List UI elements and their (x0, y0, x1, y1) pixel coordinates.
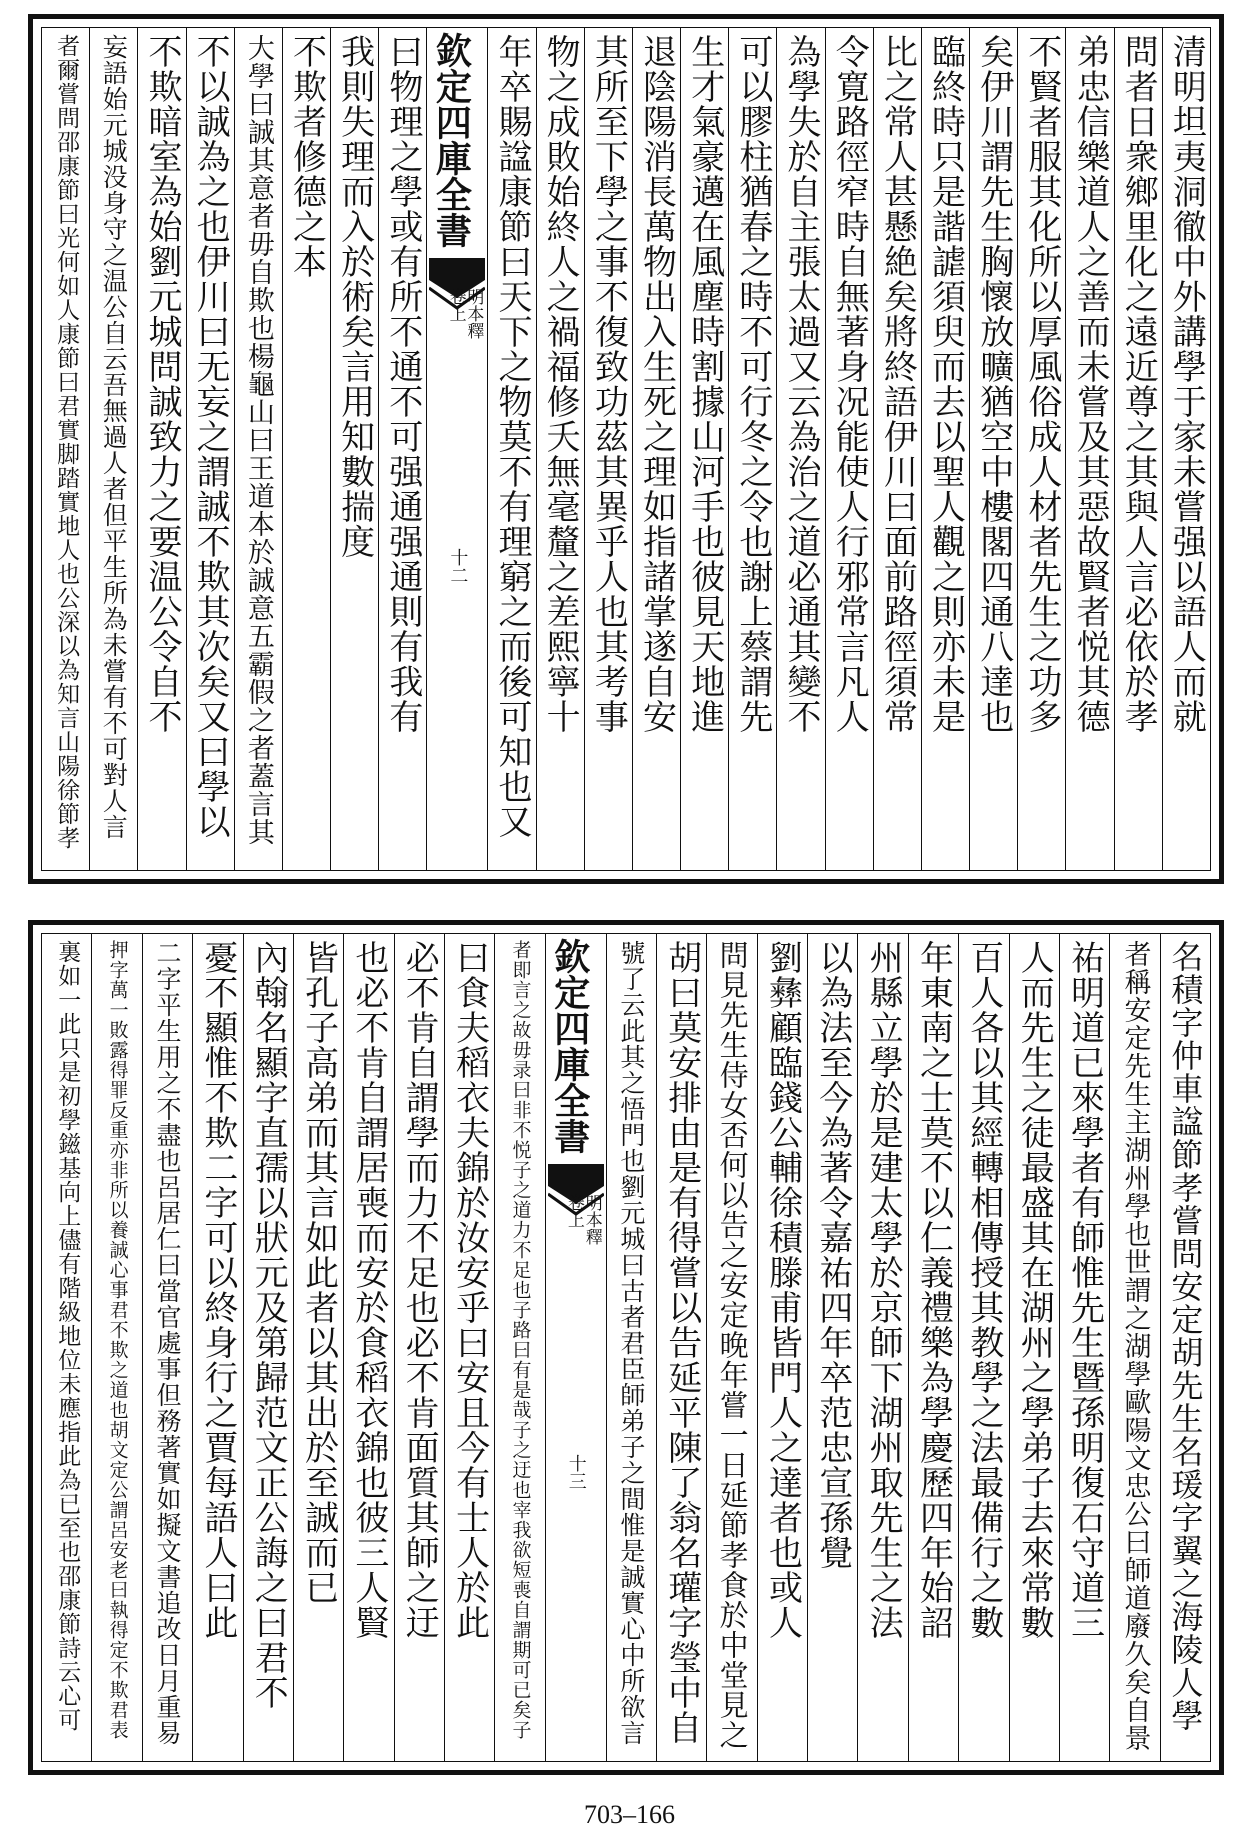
chapter-label: 明本釋 卷上 (445, 288, 484, 339)
text-column (921, 28, 969, 870)
column-text: 不欺者修德之本 (286, 34, 327, 279)
column-text: 內翰名顯字直孺以狀元及第歸范文正公誨之曰君不 (248, 940, 289, 1710)
text-column (394, 934, 444, 1761)
column-text: 曰食夫稻衣夫錦於汝安乎曰安且今有士人於此 (449, 940, 490, 1640)
text-column (378, 28, 426, 870)
text-column (142, 934, 192, 1761)
column-text: 號了云此其之悟門也劉元城曰古者君臣師弟子之間惟是誠實心中所欲言 (616, 940, 646, 1746)
column-text: 弟忠信樂道人之善而未嘗及其惡故賢者悦其德 (1070, 34, 1111, 734)
bottom-page (28, 920, 1224, 1775)
chapter-label: 明本釋 卷上 (563, 1194, 602, 1245)
column-text: 不賢者服其化所以厚風俗成人材者先生之功多 (1021, 34, 1062, 734)
column-text: 物之成敗始終人之禍福修夭無毫釐之差熙寧十 (540, 34, 581, 734)
column-text: 州縣立學於是建太學於京師下湖州取先生之法 (863, 940, 904, 1640)
column-text: 問見先生侍女否何以告之安定晚年嘗一日延節孝食於中堂見之 (715, 940, 750, 1750)
text-column (282, 28, 330, 870)
text-column (186, 28, 234, 870)
column-text: 裏如一此只是初學鎡基向上儘有階級地位未應指此為已至也邵康節詩云心可 (54, 940, 81, 1732)
text-column (656, 934, 706, 1761)
folio-number: 十三 (565, 1454, 587, 1490)
page-footer-number: 703–166 (584, 1800, 675, 1829)
column-text: 百人各以其經轉相傳授其教學之法最備行之數 (963, 940, 1004, 1640)
column-text: 必不肯自謂學而力不足也必不肯面質其師之迂 (399, 940, 440, 1640)
column-text: 可以膠柱猶春之時不可行冬之令也謝上蔡謂先 (732, 34, 773, 734)
text-column (536, 28, 584, 870)
column-text: 妄語始元城没身守之温公自云吾無過人者但平生所為未嘗有不可對人言 (99, 34, 129, 840)
column-text: 胡曰莫安排由是有得嘗以告延平陳了翁名瓘字瑩中自 (661, 940, 702, 1745)
text-column (825, 28, 873, 870)
column-text: 皆孔子高弟而其言如此者以其出於至誠而已 (298, 940, 339, 1605)
text-column (857, 934, 907, 1761)
column-text: 二字平生用之不盡也呂居仁曰當官處事但務著實如擬文書追改日月重易 (152, 940, 182, 1746)
text-column (776, 28, 824, 870)
text-column (330, 28, 378, 870)
text-column (444, 934, 494, 1761)
text-column (584, 28, 632, 870)
column-text: 押字萬一敗露得罪反重亦非所以養誠心事君不欺之道也胡文定公謂呂安老曰執得定不欺君表 (106, 940, 129, 1740)
column-text: 生才氣豪邁在風塵時割據山河手也彼見天地進 (684, 34, 725, 734)
text-column (192, 934, 242, 1761)
column-text: 其所至下學之事不復致功茲其異乎人也其考事 (588, 34, 629, 734)
text-column (293, 934, 343, 1761)
text-column (137, 28, 185, 870)
text-column (487, 28, 535, 870)
text-column (91, 934, 141, 1761)
column-text: 名積字仲車諡節孝嘗問安定胡先生名瑗字翼之海陵人學 (1166, 940, 1205, 1732)
column-text: 人而先生之徒最盛其在湖州之學弟子去來常數 (1014, 940, 1055, 1640)
text-column (1017, 28, 1065, 870)
column-text: 者爾嘗問邵康節曰光何如人康節曰君實脚踏實地人也公深以為知言山陽徐節孝 (53, 34, 80, 850)
column-text: 為學失於自主張太過又云為治之道必通其變不 (781, 34, 822, 734)
text-column (89, 28, 137, 870)
text-column (1114, 28, 1162, 870)
column-text: 令寛路徑窄時自無著身况能使人行邪常言凡人 (829, 34, 870, 734)
text-column (728, 28, 776, 870)
text-column (908, 934, 958, 1761)
text-column (969, 28, 1017, 870)
text-column (606, 934, 656, 1761)
text-column (680, 28, 728, 870)
text-column (807, 934, 857, 1761)
text-column (706, 934, 756, 1761)
column-text: 曰物理之學或有所不通不可强通强通則有我有 (382, 34, 423, 734)
text-column (1059, 934, 1109, 1761)
column-text: 大學曰誠其意者毋自欺也楊龜山曰王道本於誠意五霸假之者蓋言其 (242, 34, 274, 846)
text-column (873, 28, 921, 870)
text-column (243, 934, 293, 1761)
text-column (1065, 28, 1113, 870)
text-column (343, 934, 393, 1761)
top-page-columns (41, 27, 1211, 871)
text-column (42, 28, 89, 870)
folio-number: 十二 (447, 548, 469, 584)
column-text: 不以誠為之也伊川曰无妄之謂誠不欺其次矣又曰學以 (190, 34, 231, 839)
column-text: 年東南之士莫不以仁義禮樂為學慶歷四年始詔 (913, 940, 954, 1640)
text-column (1160, 934, 1210, 1761)
column-text: 劉彝顧臨錢公輔徐積滕甫皆門人之達者也或人 (762, 940, 803, 1640)
column-text: 臨終時只是諧謔須臾而去以聖人觀之則亦未是 (925, 34, 966, 734)
column-text: 也必不肯自謂居喪而安於食稻衣錦也彼三人賢 (348, 940, 389, 1640)
bottom-page-columns (41, 933, 1211, 1762)
column-text: 退陰陽消長萬物出入生死之理如指諸掌遂自安 (636, 34, 677, 734)
text-column (1162, 28, 1210, 870)
text-column (1009, 934, 1059, 1761)
column-text: 比之常人甚懸絶矣將終語伊川曰面前路徑須常 (877, 34, 918, 734)
text-column (494, 934, 544, 1761)
column-text: 清明坦夷洞徹中外講學于家未嘗强以語人而就 (1166, 34, 1207, 734)
text-column (42, 934, 91, 1761)
column-text: 以為法至今為著令嘉祐四年卒范忠宣孫覺 (812, 940, 853, 1570)
column-text: 矣伊川謂先生胸懷放曠猶空中樓閣四通八達也 (973, 34, 1014, 734)
column-text: 者即言之故毋录曰非不悦子之道力不足也子路曰有是哉子之迂也宰我欲短喪自謂期可已矣子 (509, 940, 532, 1740)
column-text: 祐明道已來學者有師惟先生暨孫明復石守道三 (1064, 940, 1105, 1640)
column-text: 年卒賜諡康節曰天下之物莫不有理窮之而後可知也又 (492, 34, 532, 839)
text-column (234, 28, 282, 870)
book-title: 欽定四庫全書 (430, 32, 473, 248)
text-column (757, 934, 807, 1761)
text-column (1109, 934, 1159, 1761)
column-text: 憂不顯惟不欺二字可以終身行之賈每語人曰此 (197, 940, 238, 1640)
center-fold (426, 28, 487, 870)
book-title: 欽定四庫全書 (548, 938, 591, 1154)
center-fold (545, 934, 606, 1761)
column-text: 問者日衆鄉里化之遠近尊之其與人言必依於孝 (1118, 34, 1159, 734)
column-text: 不欺暗室為始劉元城問誠致力之要温公令自不 (141, 34, 182, 734)
top-page (28, 14, 1224, 884)
column-text: 我則失理而入於術矣言用知數揣度 (334, 34, 375, 559)
column-text: 者稱安定先生主湖州學也世謂之湖學歐陽文忠公曰師道廢久矣自景 (1119, 940, 1151, 1752)
text-column (958, 934, 1008, 1761)
text-column (632, 28, 680, 870)
